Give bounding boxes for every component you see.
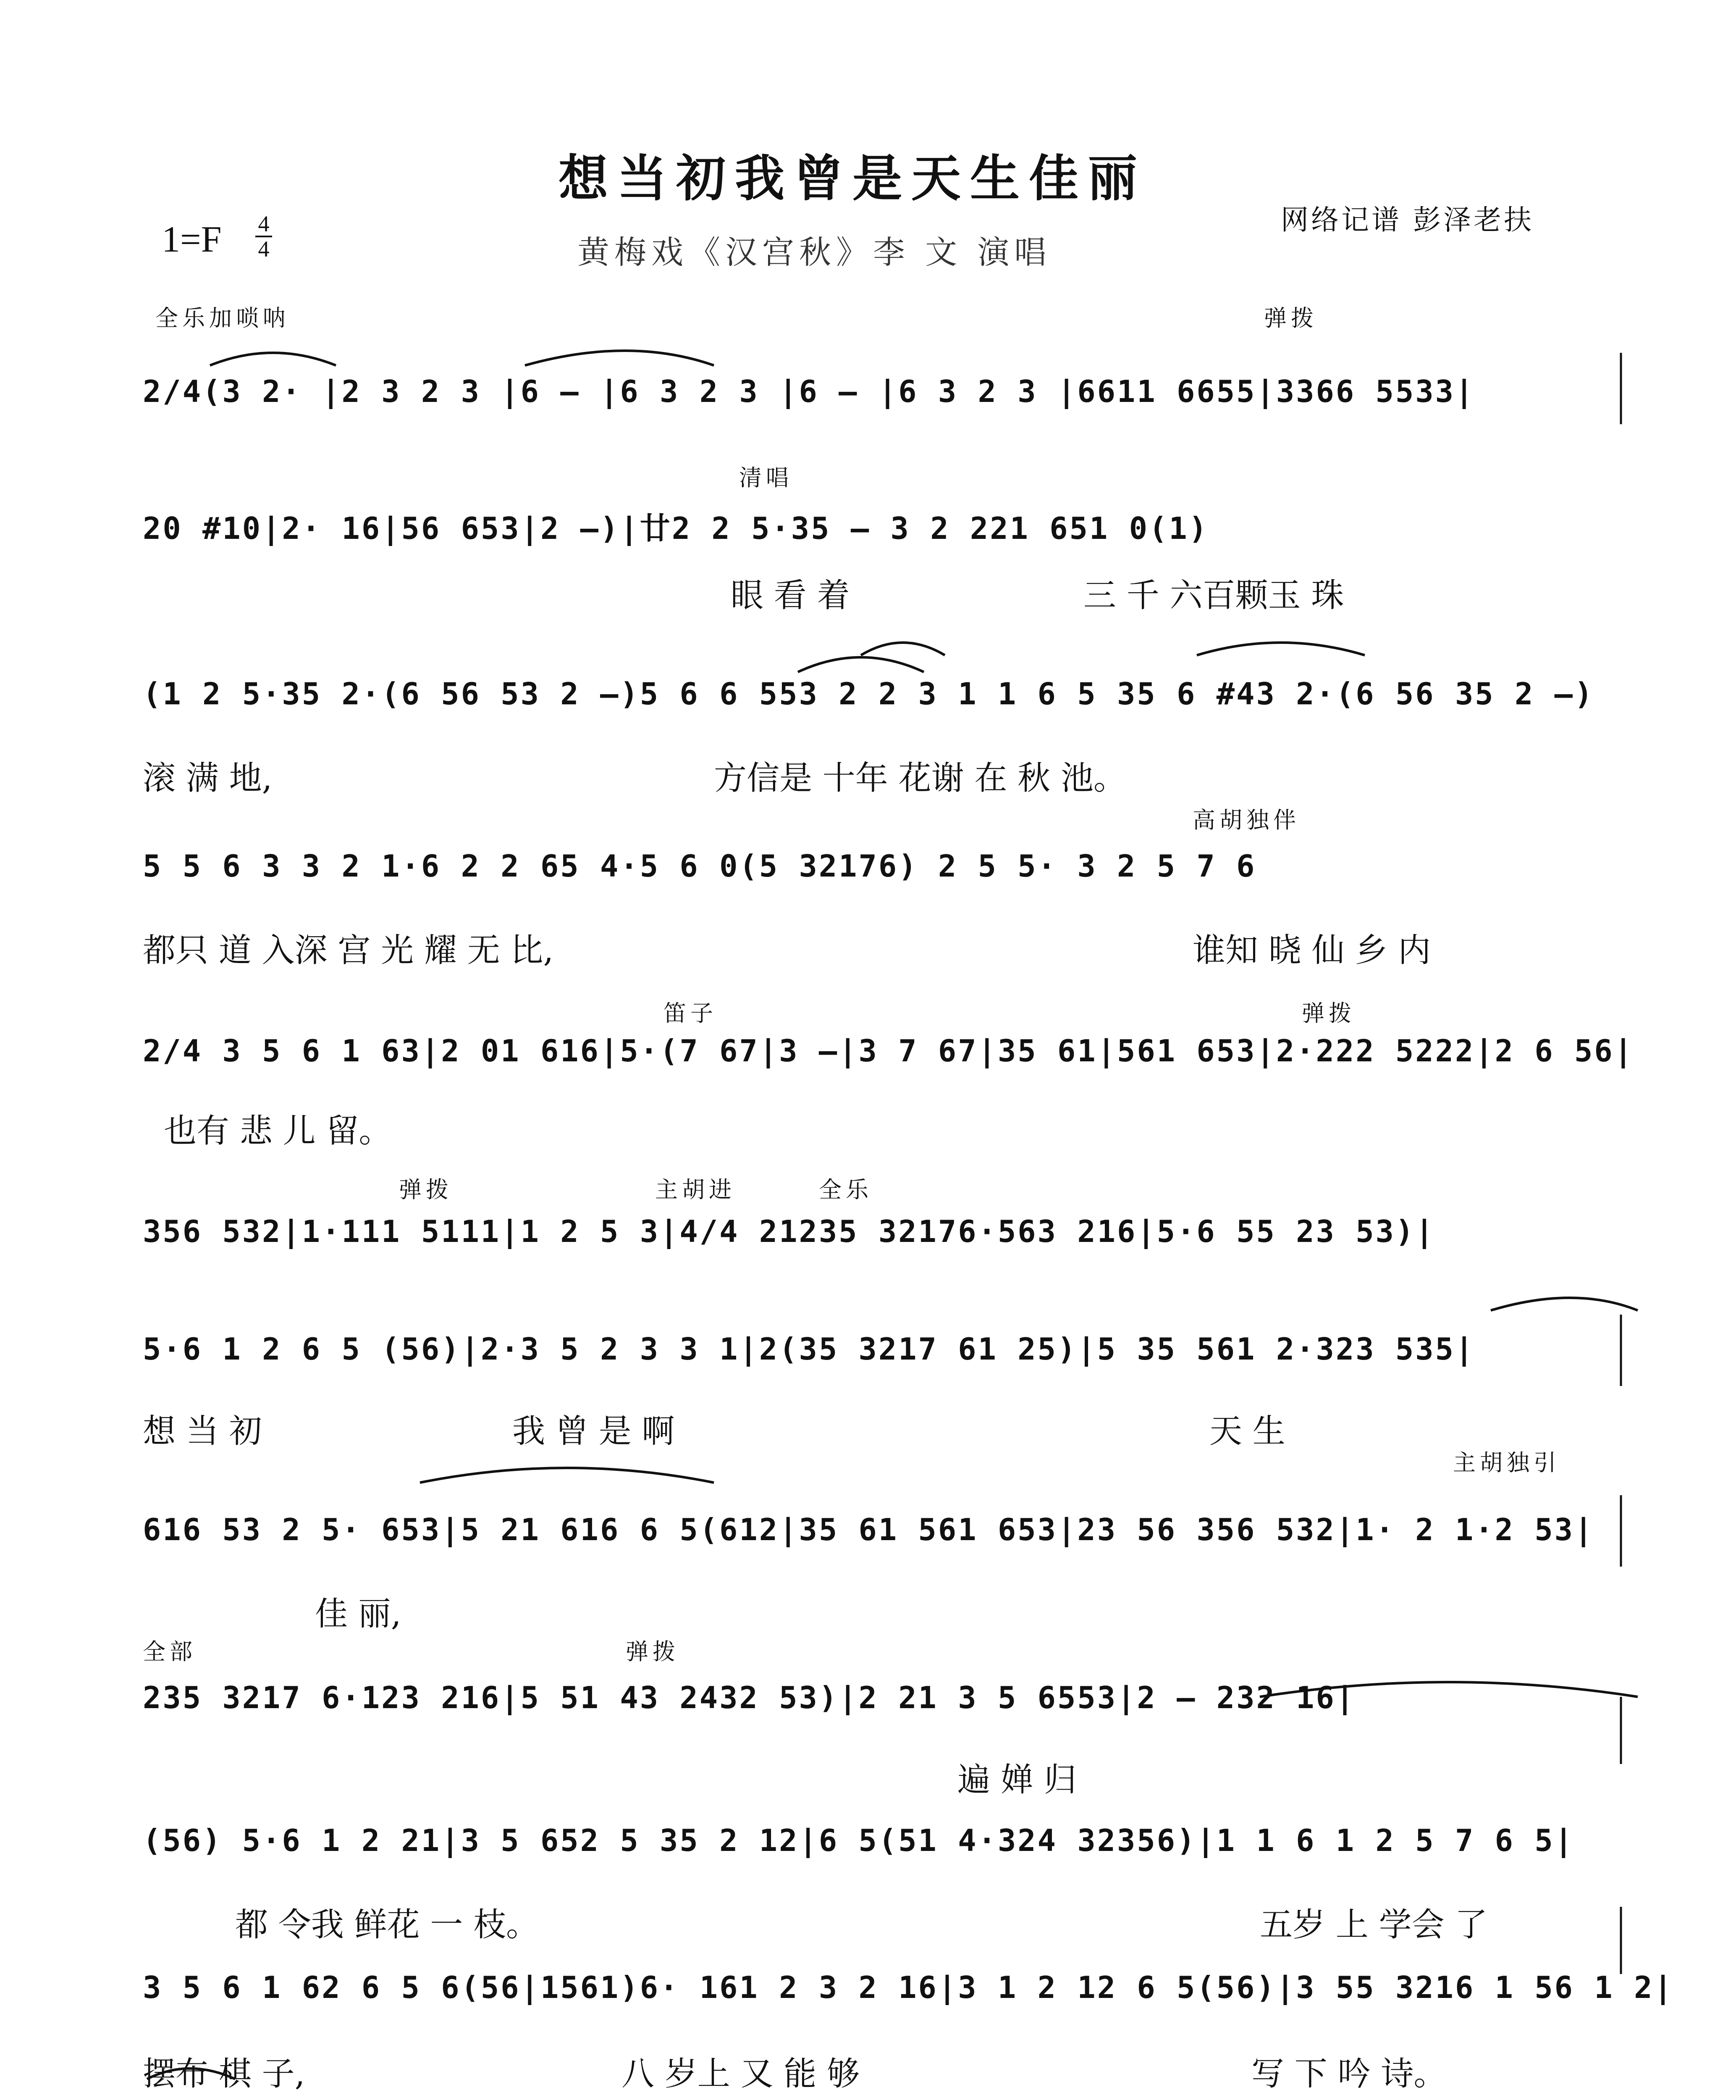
lyric: 五岁 上 学会 了	[1260, 1906, 1488, 1944]
lyric: 想 当 初	[143, 1412, 262, 1450]
performance-mark: 笛子	[663, 1000, 717, 1026]
notation-line-11: 3 5 6 1 62 6 5 6(56|1561)6· 161 2 3 2 16|3 1 2 12 6 5(56)|3 55 3216 1 56 1 2|	[143, 1970, 1674, 2005]
performance-mark: 弹拨	[1302, 1000, 1356, 1026]
performance-mark: 高胡独伴	[1193, 807, 1300, 833]
notation-line-4: 5 5 6 3 3 2 1·6 2 2 65 4·5 6 0(5 32176) 2 5 5· 3 2 5 7 6	[143, 848, 1256, 884]
time-signature-numerator: 4	[258, 211, 270, 236]
lyric: 写 下 吟 诗。	[1251, 2055, 1447, 2093]
lyric: 谁知 晓 仙 乡 内	[1193, 932, 1431, 969]
performance-mark: 主胡独引	[1453, 1449, 1560, 1476]
key-signature: 1=F	[162, 219, 222, 260]
lyric: 遍 婵 归	[957, 1761, 1077, 1799]
score-subtitle: 黄梅戏《汉宫秋》李 文 演唱	[577, 234, 1052, 271]
notation-line-3: (1 2 5·35 2·(6 56 53 2 –)5 6 6 553 2 2 3 1 1 6 5 35 6 #43 2·(6 56 35 2 –)	[143, 676, 1594, 711]
performance-mark: 弹拨	[626, 1638, 679, 1665]
lyric: 眼 看 着	[731, 577, 850, 614]
lyric: 方信是 十年 花谢 在 秋 池。	[714, 759, 1126, 797]
notation-line-10: (56) 5·6 1 2 21|3 5 652 5 35 2 12|6 5(51 4·324 32356)|1 1 6 1 2 5 7 6 5|	[143, 1823, 1575, 1858]
lyric: 三 千 六百颗玉 珠	[1083, 577, 1344, 614]
notation-line-7: 5·6 1 2 6 5 (56)|2·3 5 2 3 3 1|2(35 3217 61 25)|5 35 561 2·323 535|	[143, 1331, 1475, 1367]
lyric: 天 生	[1209, 1412, 1285, 1450]
performance-mark: 全部	[143, 1638, 197, 1665]
performance-mark: 主胡进	[655, 1176, 736, 1203]
lyric: 摆布 棋 子,	[143, 2055, 305, 2093]
lyric: 都 令我 鲜花 一 枝。	[235, 1906, 539, 1944]
notation-line-2: 20 #10|2· 16|56 653|2 –)|廿2 2 5·35 – 3 2 221 651 0(1)	[143, 511, 1209, 546]
lyric: 都只 道 入深 宫 光 耀 无 比,	[143, 932, 554, 969]
notation-line-8: 616 53 2 5· 653|5 21 616 6 5(612|35 61 561 653|23 56 356 532|1· 2 1·2 53|	[143, 1512, 1594, 1547]
notation-line-9: 235 3217 6·123 216|5 51 43 2432 53)|2 21 3 5 6553|2 – 232 16|	[143, 1680, 1356, 1715]
performance-mark: 弹拨	[399, 1176, 453, 1203]
lyric: 也有 悲 儿 留。	[164, 1112, 392, 1150]
performance-mark: 全乐	[819, 1176, 873, 1203]
performance-mark: 清唱	[739, 465, 793, 491]
lyric: 我 曾 是 啊	[512, 1412, 675, 1450]
lyric: 滚 满 地,	[143, 759, 273, 797]
lyric: 八 岁上 又 能 够	[621, 2055, 860, 2093]
lyric: 佳 丽,	[315, 1595, 401, 1633]
notation-line-6: 356 532|1·111 5111|1 2 5 3|4/4 21235 32176·563 216|5·6 55 23 53)|	[143, 1214, 1435, 1249]
score-credit: 网络记谱 彭泽老扶	[1281, 204, 1534, 236]
time-signature-denominator: 4	[258, 236, 270, 262]
notation-line-5: 2/4 3 5 6 1 63|2 01 616|5·(7 67|3 –|3 7 67|35 61|561 653|2·222 5222|2 6 56|	[143, 1033, 1634, 1068]
performance-mark: 全乐加唢呐	[155, 305, 290, 331]
score-title: 想当初我曾是天生佳丽	[559, 149, 1147, 207]
performance-mark: 弹拨	[1264, 305, 1318, 331]
notation-line-1: 2/4(3 2· |2 3 2 3 |6 – |6 3 2 3 |6 – |6 3 2 3 |6611 6655|3366 5533|	[143, 374, 1475, 409]
